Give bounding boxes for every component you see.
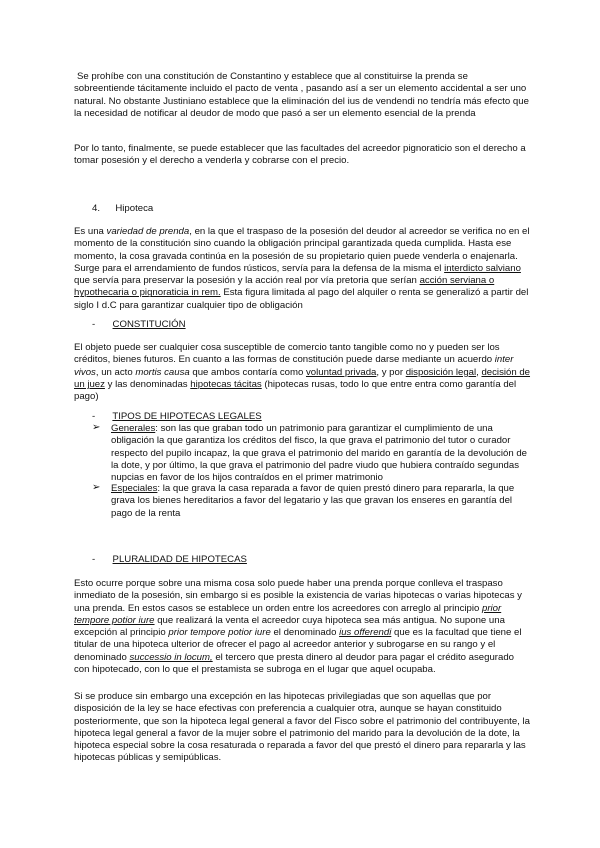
text-run: , un acto: [95, 366, 136, 378]
paragraph-constitucion: [74, 342, 530, 403]
text-run: que ambos contaría como: [189, 366, 306, 378]
subheading-pluralidad: [92, 554, 247, 566]
text-run: Esta figura limitada al pago del alquiler o renta se generalizó a partir del siglo I d.C para garantizar cualquier tipo de obligación: [74, 287, 529, 311]
italic-underlined-term: successio in locum,: [129, 651, 213, 663]
text-run: el tercero que presta dinero al deudor para pagar el crédito asegurado con hipotecado, con lo que el prestamista se subroga en el lugar que aquel ocupaba.: [74, 651, 515, 676]
text-run: El objeto puede ser cualquier cosa susceptible de comercio tanto tangible como no y pueden ser los créditos, bienes futuros. En cuanto a las formas de constitución puede darse mediante un acuerdo: [74, 342, 500, 366]
item-text: : la que grava la casa reparada a favor de quien prestó dinero para repararla, la que grava los bienes hereditarios a favor del legatario y las que gravan los enseres en garantía del pago de la renta: [111, 483, 515, 519]
text-run: Es una: [74, 226, 107, 237]
item-label: Generales: [111, 423, 156, 434]
section-heading-hipoteca: [92, 203, 153, 215]
subheading-constitucion: [92, 319, 186, 331]
dash-bullet: -: [92, 319, 96, 330]
text-run: y las denominadas: [104, 378, 191, 390]
list-item-text: [111, 423, 529, 484]
arrow-bullet-icon: ➢: [92, 422, 101, 433]
text-run: el denominado: [270, 627, 340, 639]
text-run: que servía para preservar la posesión y la acción real por vía pretoria que serían: [74, 275, 420, 287]
underlined-term: hipotecas tácitas: [190, 378, 262, 390]
text-run: que realizará la venta el acreedor cuya hipoteca sea más antigua. No supone una excepción al principio: [74, 614, 505, 639]
subheading-title: PLURALIDAD DE HIPOTECAS: [112, 554, 247, 565]
underlined-term: voluntad privada: [305, 366, 377, 378]
dash-bullet: -: [92, 554, 96, 565]
item-label: Especiales: [111, 483, 158, 494]
italic-underlined-term: prior tempore potior iure: [74, 602, 502, 626]
arrow-bullet-icon: ➢: [92, 482, 101, 493]
item-text: : son las que graban todo un patrimonio para garantizar el cumplimiento de una obligación la que garantiza los créditos del fisco, la que grava el patrimonio del tutor o curador respecto del pupilo incapaz, la que grava el patrimonio del marido en garantía de la devolución de la dote, y por último, la que grava el patrimonio del padre viudo que hubiera contraído segundas nupcias en favor de los hijos contraídos en el primer matrimonio: [111, 423, 527, 484]
section-number: 4.: [92, 203, 101, 214]
dash-bullet: -: [92, 411, 96, 422]
paragraph-pluralidad: [74, 578, 530, 676]
text-run: que es la facultad que tiene el titular de una hipoteca ulterior de ofrecer el pago al acreedor anterior y subrogarse en su rango y el denominado: [74, 627, 522, 663]
italic-term: variedad de prenda: [106, 226, 190, 237]
subheading-title: CONSTITUCIÓN: [112, 319, 186, 330]
paragraph-hipoteca-definicion: [74, 226, 530, 312]
list-item-text: [111, 483, 529, 520]
text-run: , y por: [376, 366, 406, 378]
text-run: Esto ocurre porque sobre una misma cosa solo puede haber una prenda porque conlleva el traspaso inmediato de la posesión, sin embargo si es posible la existencia de varias hipotecas o varias hipotecas y una prenda. En estos casos se establece un orden entre los acreedores con arreglo al principio: [74, 578, 522, 614]
underlined-term: interdicto salviano: [444, 262, 521, 274]
underlined-term: disposición legal: [405, 366, 477, 378]
subheading-tipos: [92, 411, 262, 423]
underlined-term: acción serviana o hypothecaria o pignoraticia in rem.: [74, 275, 495, 299]
paragraph-privilegiadas: Si se produce sin embargo una excepción en las hipotecas privilegiadas que son aquellas que por disposición de la ley se hace efectivas con preferencia a cualquier otra, aunque se hayan constituido posteriormente, que son la hipoteca legal general a favor del Fisco sobre el patrimonio del contribuyente, la hipoteca legal general a favor de la mujer sobre el patrimonio del marido para la devolución de la dote, la hipoteca especial sobre la cosa resaturada o reparada a favor del que prestó el dinero para repararla y las hipotecas públicas y semipúblicas.: [74, 691, 530, 764]
italic-term: mortis causa: [135, 366, 190, 378]
section-title: Hipoteca: [115, 203, 154, 214]
italic-underlined-term: ius offerendi: [339, 627, 392, 639]
text-run: , en la que el traspaso de la posesión del deudor al acreedor se verifica no en el momento de la constitución sino cuando la obligación principal garantizada queda cumplida. Hasta ese momento, la cosa gravada continúa en la posesión de su propietario quien puede venderla o enajenarla. Surge para el arrendamiento de fundos rústicos, servía para la defensa de la misma el: [74, 226, 530, 274]
text-run: (hipotecas rusas, todo lo que entre entra como garantía del pago): [74, 378, 517, 403]
underlined-term: decisión de un juez: [74, 366, 531, 390]
italic-term: prior tempore potior iure: [168, 627, 271, 639]
subheading-title: TIPOS DE HIPOTECAS LEGALES: [112, 411, 262, 422]
paragraph-constantino: Se prohíbe con una constitución de Constantino y establece que al constituirse la prenda se sobreentiende tácitamente incluido el pacto de venta , pasando así a ser un elemento accidental a ser uno natural. No obstante Justiniano establece que la eliminación del ius de vendendi no tendría más efecto que la necesidad de notificar al deudor de modo que pasó a ser un elemento esencial de la prenda: [74, 71, 529, 119]
text-run: ,: [476, 366, 482, 378]
paragraph-facultades: Por lo tanto, finalmente, se puede establecer que las facultades del acreedor pignoraticio son el derecho a tomar posesión y el derecho a venderla y cobrarse con el precio.: [74, 143, 526, 167]
italic-term: inter vivos: [74, 354, 514, 378]
